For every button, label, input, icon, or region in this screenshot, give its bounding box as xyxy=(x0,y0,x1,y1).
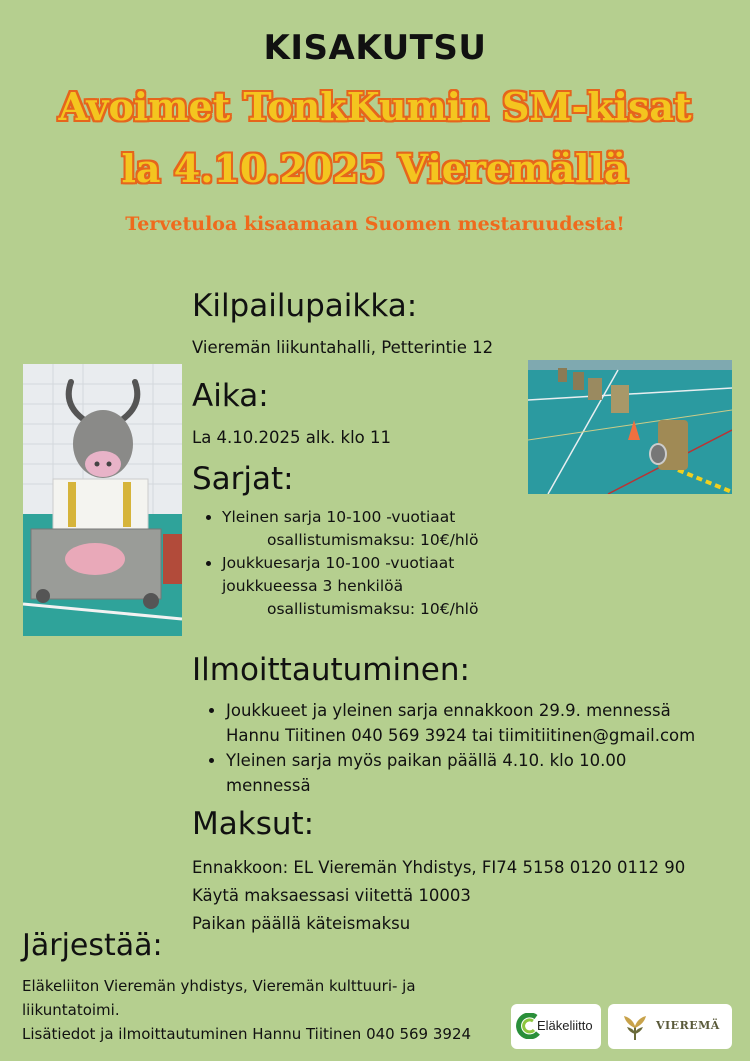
list-item xyxy=(222,506,522,552)
series-list xyxy=(192,506,522,621)
poster-kicker: KISAKUTSU xyxy=(263,28,487,68)
poster-title-line1: Avoimet TonkKumin SM-kisat xyxy=(58,84,692,129)
elakeliitto-logo xyxy=(511,1004,601,1049)
organizer-line2: liikuntatoimi. xyxy=(22,1001,120,1019)
series-general-line1: Yleinen sarja 10-100 -vuotiaat xyxy=(222,508,456,526)
series-team-fee: osallistumismaksu: 10€/hlö xyxy=(267,600,479,618)
vierema-logo-text: VIEREMÄ xyxy=(656,1019,720,1032)
organizer-line1: Eläkeliiton Vieremän yhdistys, Vieremän kulttuuri- ja xyxy=(22,977,416,995)
venue-text: Vieremän liikuntahalli, Petterintie 12 xyxy=(192,338,494,357)
section-heading-organizer: Järjestää: xyxy=(22,928,163,963)
section-heading-series: Sarjat: xyxy=(192,461,294,497)
registration-advance-line1: Joukkueet ja yleinen sarja ennakkoon 29.9. mennessä xyxy=(226,701,671,720)
organizer-line3: Lisätiedot ja ilmoittautuminen Hannu Tiitinen 040 569 3924 xyxy=(22,1025,472,1043)
section-heading-venue: Kilpailupaikka: xyxy=(192,288,418,324)
registration-list xyxy=(196,698,736,798)
payments-line2: Käytä maksaessasi viitettä 10003 xyxy=(192,886,471,905)
payments-text xyxy=(192,854,685,938)
payments-line1: Ennakkoon: EL Vieremän Yhdistys, FI74 5158 0120 0112 90 xyxy=(192,858,686,877)
registration-onsite-line2: mennessä xyxy=(226,776,311,795)
organizer-text xyxy=(22,974,502,1046)
list-item xyxy=(222,552,522,621)
registration-advance-line2: Hannu Tiitinen 040 569 3924 tai tiimitiitinen@gmail.com xyxy=(226,726,696,745)
time-text: La 4.10.2025 alk. klo 11 xyxy=(192,428,391,447)
elakeliitto-logo-text: Eläkeliitto xyxy=(537,1018,593,1033)
series-team-line2: joukkueessa 3 henkilöä xyxy=(222,577,404,595)
section-heading-time: Aika: xyxy=(192,378,269,414)
list-item xyxy=(226,748,736,798)
vierema-logo-icon xyxy=(620,1012,650,1042)
milk-cans-photo xyxy=(528,360,732,494)
series-general-fee: osallistumismaksu: 10€/hlö xyxy=(267,531,479,549)
series-team-line1: Joukkuesarja 10-100 -vuotiaat xyxy=(222,554,455,572)
section-heading-registration: Ilmoittautuminen: xyxy=(192,652,470,688)
welcome-text: Tervetuloa kisaamaan Suomen mestaruudesta! xyxy=(125,213,625,235)
vierema-logo xyxy=(608,1004,732,1049)
cow-tonkka-photo xyxy=(23,364,182,636)
registration-onsite-line1: Yleinen sarja myös paikan päällä 4.10. klo 10.00 xyxy=(226,751,627,770)
poster-title-line2: la 4.10.2025 Vieremällä xyxy=(121,146,629,191)
list-item xyxy=(226,698,736,748)
payments-line3: Paikan päällä käteismaksu xyxy=(192,914,411,933)
section-heading-payments: Maksut: xyxy=(192,806,315,842)
